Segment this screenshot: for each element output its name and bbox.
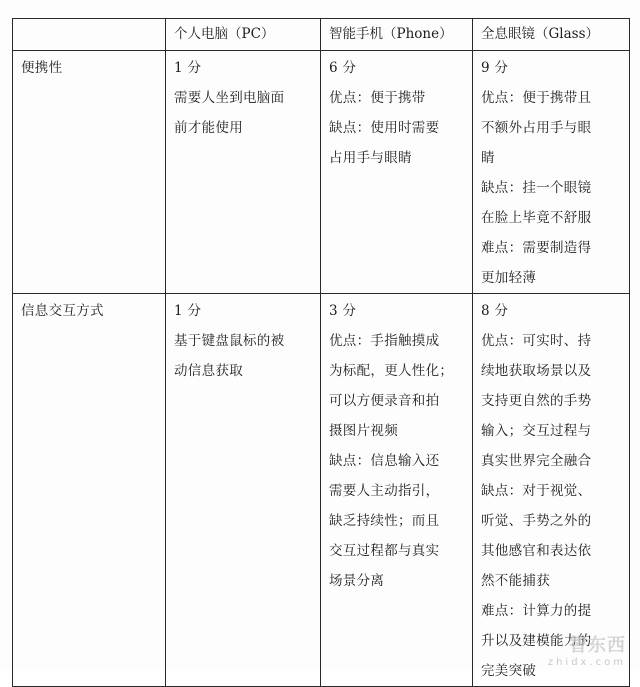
cell-line: 缺点：使用时需要	[329, 120, 440, 136]
header-cell-pc: 个人电脑（PC）	[166, 19, 321, 51]
cell-line: 输入；交互过程与	[481, 423, 592, 439]
cell-line: 真实世界完全融合	[481, 453, 592, 469]
cell-line: 更加轻薄	[481, 270, 537, 286]
cell-line: 优点：手指触摸成	[329, 333, 440, 349]
cell-line: 3 分	[329, 303, 357, 319]
cell-line: 难点：需要制造得	[481, 240, 592, 256]
cell-line: 不额外占用手与眼	[481, 120, 592, 136]
row-label-portability: 便携性	[13, 51, 166, 294]
cell-interaction-glass	[473, 294, 630, 687]
cell-line: 需要人坐到电脑面	[174, 90, 285, 106]
cell-line: 听觉、手势之外的	[481, 513, 592, 529]
cell-interaction-phone	[321, 294, 473, 687]
cell-portability-phone	[321, 51, 473, 294]
table-row-portability	[13, 51, 630, 294]
cell-line: 摄图片视频	[329, 423, 398, 439]
cell-line: 前才能使用	[174, 120, 243, 136]
watermark	[548, 631, 626, 668]
cell-line: 场景分离	[329, 573, 385, 589]
cell-line: 优点：便于携带	[329, 90, 426, 106]
watermark-url: zhidx.com	[547, 657, 626, 668]
cell-line: 优点：便于携带且	[481, 90, 592, 106]
cell-line: 为标配，更人性化；	[329, 363, 454, 379]
cell-line: 完美突破	[481, 663, 537, 679]
cell-line: 动信息获取	[174, 363, 243, 379]
cell-line: 缺点：信息输入还	[329, 453, 440, 469]
comparison-table	[12, 18, 630, 687]
header-cell-empty	[13, 19, 166, 51]
row-label-interaction: 信息交互方式	[13, 294, 166, 687]
cell-line: 缺乏持续性；而且	[329, 513, 440, 529]
header-cell-phone: 智能手机（Phone）	[321, 19, 473, 51]
cell-line: 支持更自然的手势	[481, 393, 592, 409]
cell-line: 需要人主动指引，	[329, 483, 440, 499]
header-cell-glass: 全息眼镜（Glass）	[473, 19, 630, 51]
cell-portability-glass	[473, 51, 630, 294]
cell-line: 1 分	[174, 303, 202, 319]
cell-line: 交互过程都与真实	[329, 543, 440, 559]
cell-line: 续地获取场景以及	[481, 363, 592, 379]
cell-line: 然不能捕获	[481, 573, 550, 589]
cell-line: 可以方便录音和拍	[329, 393, 440, 409]
cell-line: 9 分	[481, 60, 509, 76]
cell-line: 升以及建模能力的	[481, 633, 592, 649]
header-row	[13, 19, 630, 51]
cell-portability-pc	[166, 51, 321, 294]
cell-line: 基于键盘鼠标的被	[174, 333, 285, 349]
cell-line: 优点：可实时、持	[481, 333, 592, 349]
cell-line: 1 分	[174, 60, 202, 76]
watermark-logo: 智东西	[569, 635, 626, 656]
cell-line: 在脸上毕竟不舒服	[481, 210, 592, 226]
cell-line: 难点：计算力的提	[481, 603, 592, 619]
table-row-interaction	[13, 294, 630, 687]
cell-line: 缺点：挂一个眼镜	[481, 180, 592, 196]
cell-line: 其他感官和表达依	[481, 543, 592, 559]
cell-line: 6 分	[329, 60, 357, 76]
cell-line: 睛	[481, 150, 495, 166]
cell-interaction-pc	[166, 294, 321, 687]
cell-line: 8 分	[481, 303, 509, 319]
cell-line: 占用手与眼睛	[329, 150, 412, 166]
cell-line: 缺点：对于视觉、	[481, 483, 592, 499]
